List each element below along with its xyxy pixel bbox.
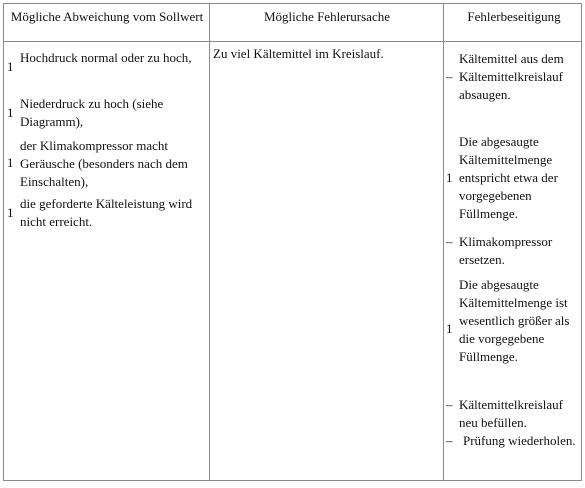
list-item — [446, 274, 582, 392]
list-item — [7, 93, 207, 135]
bullet-marker: 1 — [446, 170, 453, 185]
remedy-text: Prüfung wiederholen. — [463, 433, 576, 448]
remedy-text: Kältemittelkreislauf neu befüllen. — [459, 397, 563, 430]
list-item — [7, 135, 207, 195]
bullet-marker: – — [446, 69, 453, 84]
remedy-text: Kältemittel aus dem Kältemittelkreislauf absaugen. — [459, 51, 564, 102]
fault-table — [3, 3, 582, 481]
bullet-marker: – — [446, 397, 453, 412]
list-item — [7, 47, 207, 93]
bullet-marker: 1 — [446, 321, 453, 336]
deviation-text: die geforderte Kälteleistung wird nicht erreicht. — [20, 196, 193, 229]
header-remedy: Fehlerbeseitigung — [467, 9, 561, 24]
list-item — [446, 231, 582, 274]
bullet-marker: 1 — [7, 205, 14, 220]
deviation-text: Niederdruck zu hoch (siehe Diagramm), — [20, 96, 164, 129]
bullet-marker: – — [446, 433, 453, 448]
deviation-cell — [7, 47, 207, 235]
remedy-cell — [446, 49, 582, 472]
column-divider — [209, 4, 210, 480]
list-item — [446, 432, 582, 472]
bullet-marker: – — [446, 234, 453, 249]
deviation-text: der Klimakompressor macht Geräusche (besonders nach dem Einschalten), — [20, 138, 188, 189]
list-item — [446, 392, 582, 432]
cause-cell: Zu viel Kältemittel im Kreislauf. — [213, 46, 384, 61]
list-item — [446, 49, 582, 130]
bullet-marker: 1 — [7, 155, 14, 170]
list-item — [7, 195, 207, 235]
remedy-text: Klimakompressor ersetzen. — [459, 234, 553, 267]
remedy-text: Die abgesaugte Kältemittelmenge entspricht etwa der vorgegebenen Füllmenge. — [459, 134, 558, 221]
remedy-text: Die abgesaugte Kältemittelmenge ist wesentlich größer als die vorgegebene Füllmenge. — [459, 277, 570, 364]
header-cause: Mögliche Fehlerursache — [264, 9, 390, 24]
header-divider — [4, 41, 581, 42]
deviation-text: Hochdruck normal oder zu hoch, — [20, 50, 192, 65]
bullet-marker: 1 — [7, 105, 14, 120]
header-deviation: Mögliche Abweichung vom Sollwert — [10, 9, 204, 24]
list-item — [446, 130, 582, 231]
column-divider — [443, 4, 444, 480]
bullet-marker: 1 — [7, 59, 14, 74]
